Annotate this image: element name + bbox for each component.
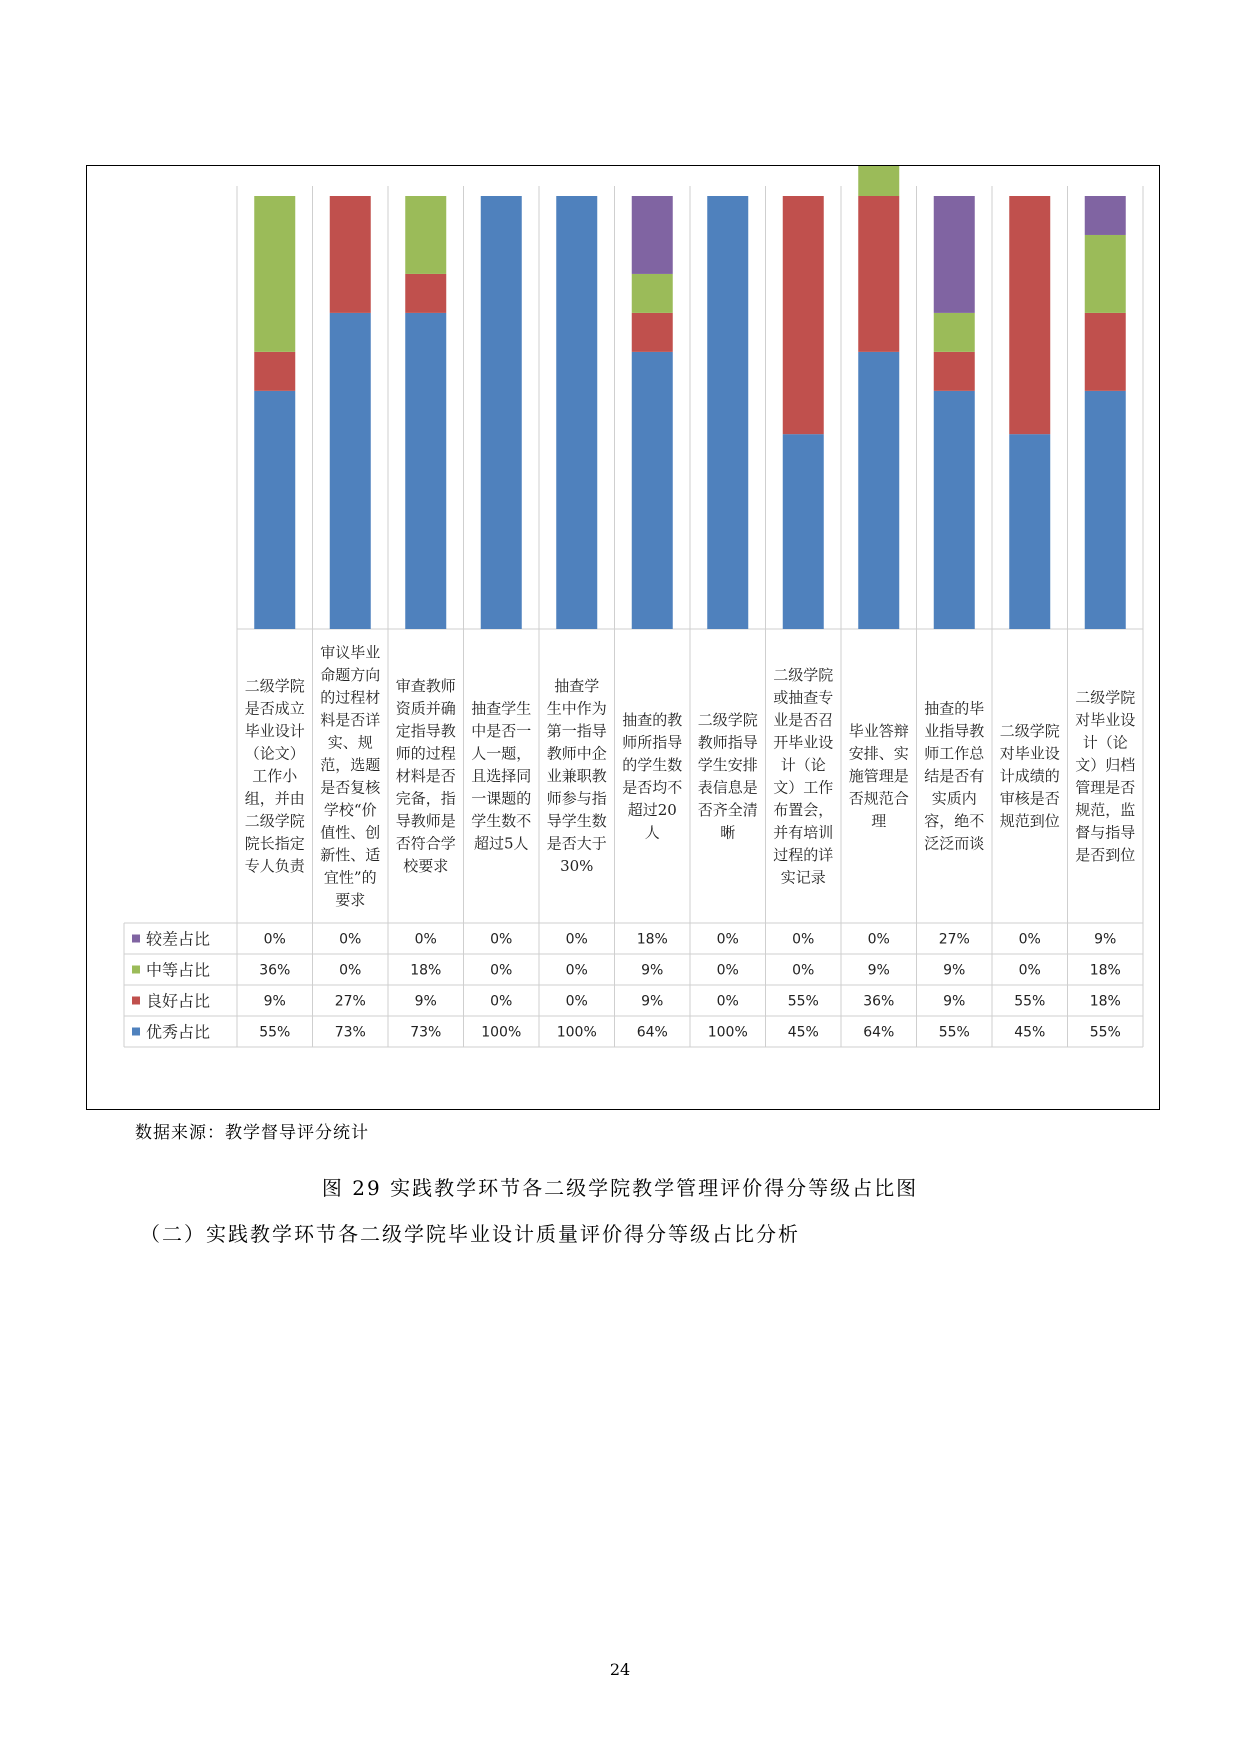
bar-excellent-10: [934, 391, 975, 629]
category-label-9: 毕业答辩安排、实施管理是否规范合理: [848, 722, 909, 830]
bar-excellent-2: [330, 313, 371, 629]
category-label-12: 二级学院对毕业设计（论文）归档管理是否规范，监督与指导是否到位: [1075, 688, 1136, 864]
section-heading: （二）实践教学环节各二级学院毕业设计质量评价得分等级占比分析: [140, 1222, 800, 1246]
legend-key-good: [132, 997, 140, 1005]
bar-good-3: [405, 274, 446, 313]
table-cell-good-10: 9%: [943, 993, 966, 1010]
table-cell-poor-6: 18%: [636, 931, 668, 948]
table-cell-excellent-4: 100%: [481, 1024, 522, 1041]
bar-medium-6: [632, 274, 673, 313]
table-cell-poor-10: 27%: [938, 931, 970, 948]
table-cell-good-12: 18%: [1089, 993, 1121, 1010]
legend-label-medium: 中等占比: [146, 960, 211, 980]
table-cell-poor-8: 0%: [792, 931, 815, 948]
table-cell-medium-12: 18%: [1089, 962, 1121, 979]
bar-excellent-7: [707, 196, 748, 629]
category-label-7: 二级学院教师指导学生安排表信息是否齐全清晰: [697, 710, 758, 842]
bar-excellent-1: [254, 391, 295, 629]
table-cell-good-3: 9%: [414, 993, 437, 1010]
bar-good-2: [330, 196, 371, 313]
bar-excellent-9: [858, 352, 899, 629]
chart-frame: [86, 165, 1160, 1110]
table-cell-excellent-5: 100%: [556, 1024, 597, 1041]
bar-excellent-8: [783, 434, 824, 629]
table-cell-medium-5: 0%: [565, 962, 588, 979]
bar-excellent-12: [1085, 391, 1126, 629]
table-cell-excellent-7: 100%: [707, 1024, 748, 1041]
category-label-4: 抽查学生中是否一人一题，且选择同一课题的学生数不超过5人: [471, 699, 532, 853]
table-cell-excellent-1: 55%: [259, 1024, 291, 1041]
table-cell-medium-3: 18%: [410, 962, 442, 979]
table-cell-poor-4: 0%: [490, 931, 513, 948]
bar-medium-12: [1085, 235, 1126, 313]
table-cell-good-7: 0%: [716, 993, 739, 1010]
bar-excellent-5: [556, 196, 597, 629]
bar-good-1: [254, 352, 295, 391]
table-cell-good-5: 0%: [565, 993, 588, 1010]
table-cell-medium-9: 9%: [867, 962, 890, 979]
table-cell-medium-11: 0%: [1018, 962, 1041, 979]
table-cell-good-2: 27%: [334, 993, 366, 1010]
bar-medium-1: [254, 196, 295, 352]
bar-medium-9: [858, 166, 899, 196]
table-cell-excellent-2: 73%: [334, 1024, 366, 1041]
page-number: 24: [609, 1660, 631, 1679]
category-label-5: 抽查学生中作为第一指导教师中企业兼职教师参与指导学生数是否大于 30%: [546, 677, 607, 875]
figure-caption: 图 29 实践教学环节各二级学院教学管理评价得分等级占比图: [321, 1176, 919, 1200]
category-label-10: 抽查的毕业指导教师工作总结是否有实质内容，绝不泛泛而谈: [924, 699, 985, 853]
bar-excellent-4: [481, 196, 522, 629]
table-cell-medium-1: 36%: [259, 962, 291, 979]
table-cell-good-9: 36%: [863, 993, 895, 1010]
bar-excellent-3: [405, 313, 446, 629]
table-cell-excellent-8: 45%: [787, 1024, 819, 1041]
legend-label-good: 良好占比: [146, 991, 211, 1011]
category-label-3: 审查教师资质并确定指导教师的过程材料是否完备，指导教师是否符合学校要求: [395, 677, 456, 875]
bar-medium-10: [934, 313, 975, 352]
table-cell-medium-7: 0%: [716, 962, 739, 979]
table-cell-medium-4: 0%: [490, 962, 513, 979]
table-cell-poor-2: 0%: [339, 931, 362, 948]
table-cell-good-11: 55%: [1014, 993, 1046, 1010]
category-label-1: 二级学院是否成立毕业设计（论文）工作小组，并由二级学院院长指定专人负责: [244, 677, 305, 875]
bar-good-10: [934, 352, 975, 391]
stacked-bar-chart: [87, 166, 1158, 1108]
legend-label-poor: 较差占比: [146, 929, 211, 949]
bar-excellent-6: [632, 352, 673, 629]
table-cell-excellent-10: 55%: [938, 1024, 970, 1041]
table-cell-poor-11: 0%: [1018, 931, 1041, 948]
bar-poor-10: [934, 196, 975, 313]
bar-good-9: [858, 196, 899, 352]
category-label-2: 审议毕业命题方向的过程材料是否详实、规范，选题是否复核学校“价值性、创新性、适宜性”的要求: [320, 643, 381, 909]
table-cell-poor-7: 0%: [716, 931, 739, 948]
legend-key-medium: [132, 966, 140, 974]
category-label-6: 抽查的教师所指导的学生数是否均不超过20 人: [622, 710, 683, 842]
bar-good-8: [783, 196, 824, 434]
table-cell-medium-8: 0%: [792, 962, 815, 979]
table-cell-poor-5: 0%: [565, 931, 588, 948]
bar-excellent-11: [1009, 434, 1050, 629]
data-source-note: 数据来源：教学督导评分统计: [135, 1123, 369, 1143]
category-label-11: 二级学院对毕业设计成绩的审核是否规范到位: [999, 722, 1060, 830]
table-cell-poor-3: 0%: [414, 931, 437, 948]
bar-good-11: [1009, 196, 1050, 434]
table-cell-medium-6: 9%: [641, 962, 664, 979]
legend-label-excellent: 优秀占比: [146, 1022, 211, 1042]
table-cell-good-1: 9%: [263, 993, 286, 1010]
table-cell-excellent-3: 73%: [410, 1024, 442, 1041]
table-cell-poor-1: 0%: [263, 931, 286, 948]
legend-key-excellent: [132, 1028, 140, 1036]
table-cell-medium-10: 9%: [943, 962, 966, 979]
table-cell-excellent-6: 64%: [636, 1024, 668, 1041]
bar-poor-6: [632, 196, 673, 274]
bar-good-12: [1085, 313, 1126, 391]
table-cell-excellent-12: 55%: [1089, 1024, 1121, 1041]
table-cell-good-4: 0%: [490, 993, 513, 1010]
bar-medium-3: [405, 196, 446, 274]
table-cell-poor-12: 9%: [1094, 931, 1117, 948]
bar-good-6: [632, 313, 673, 352]
table-cell-poor-9: 0%: [867, 931, 890, 948]
table-cell-medium-2: 0%: [339, 962, 362, 979]
table-cell-good-6: 9%: [641, 993, 664, 1010]
table-cell-excellent-9: 64%: [863, 1024, 895, 1041]
table-cell-good-8: 55%: [787, 993, 819, 1010]
bar-poor-12: [1085, 196, 1126, 235]
table-cell-excellent-11: 45%: [1014, 1024, 1046, 1041]
category-label-8: 二级学院或抽查专业是否召开毕业设计（论文）工作布置会，并有培训过程的详实记录: [773, 665, 834, 887]
legend-key-poor: [132, 935, 140, 943]
